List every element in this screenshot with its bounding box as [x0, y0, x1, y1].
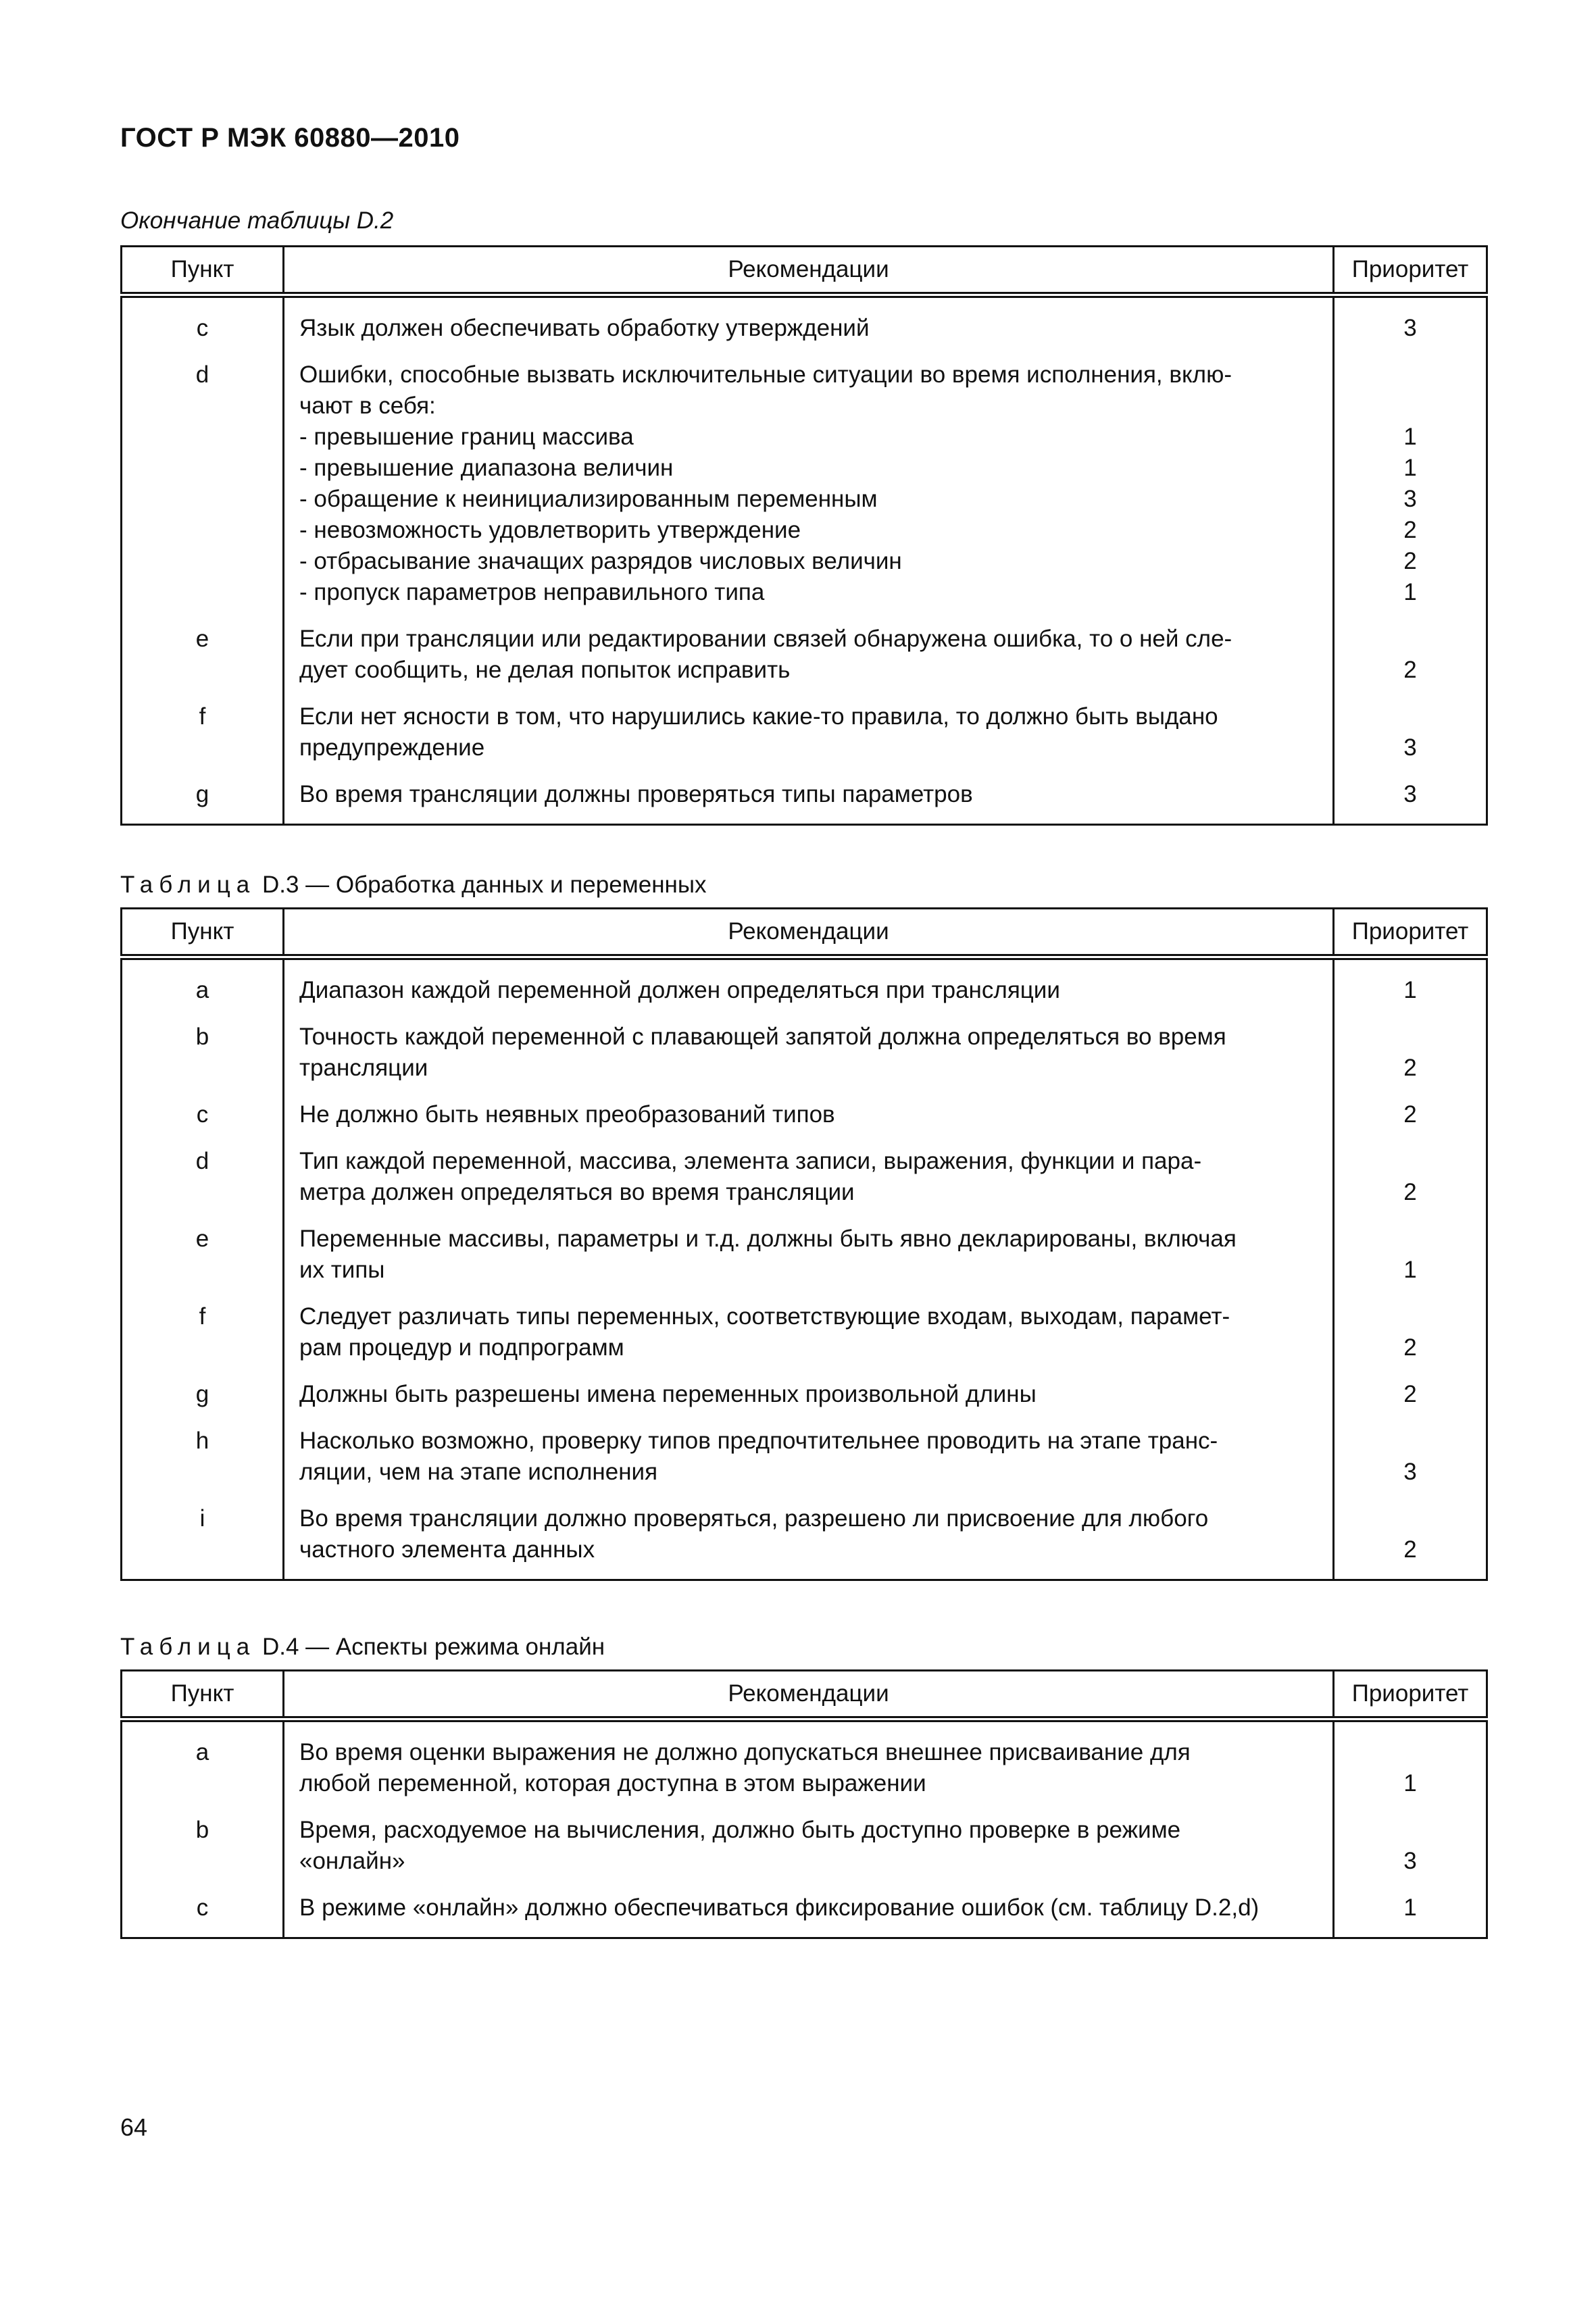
priority-value: 3 [1403, 1459, 1417, 1485]
recommendation-line: Время, расходуемое на вычисления, должно быть доступно проверке в режиме [299, 1817, 1181, 1843]
item-cell: i [122, 1503, 284, 1580]
recommendation-cell [284, 778, 1334, 825]
recommendation-line: рам процедур и подпрограмм [299, 1334, 624, 1361]
priority-value: 1 [1403, 1257, 1417, 1283]
recommendation-cell [284, 1099, 1334, 1145]
item-cell: f [122, 701, 284, 778]
table-row [122, 1378, 1487, 1425]
table-d4-caption-label: Таблица [120, 1634, 256, 1660]
priority-cell [1334, 1425, 1487, 1503]
table-d2-caption: Окончание таблицы D.2 [120, 207, 394, 234]
recommendation-cell [284, 1301, 1334, 1378]
item-cell: a [122, 1719, 284, 1815]
recommendation-line: Во время трансляции должно проверяться, разрешено ли присвоение для любого [299, 1505, 1209, 1532]
column-header-priority: Приоритет [1334, 247, 1487, 295]
priority-cell [1334, 701, 1487, 778]
recommendation-line: Точность каждой переменной с плавающей запятой должна определяться во время [299, 1024, 1226, 1050]
recommendation-line: Если нет ясности в том, что нарушились какие-то правила, то должно быть выдано [299, 703, 1218, 730]
priority-value: 1 [1403, 579, 1417, 605]
table-d4-caption-text: D.4 — Аспекты режима онлайн [261, 1634, 605, 1660]
priority-value: 3 [1403, 315, 1417, 341]
priority-value: 2 [1403, 657, 1417, 683]
table-row [122, 1145, 1487, 1223]
priority-cell [1334, 957, 1487, 1022]
recommendation-line: Язык должен обеспечивать обработку утверждений [299, 315, 870, 341]
item-cell: h [122, 1425, 284, 1503]
recommendation-line: - пропуск параметров неправильного типа [299, 579, 765, 605]
table-d2 [120, 245, 1488, 826]
priority-value: 1 [1403, 977, 1417, 1003]
recommendation-cell [284, 1145, 1334, 1223]
priority-value: 1 [1403, 1894, 1417, 1921]
recommendation-line: - отбрасывание значащих разрядов числовых величин [299, 548, 902, 574]
item-cell: a [122, 957, 284, 1022]
recommendation-line: Диапазон каждой переменной должен определяться при трансляции [299, 977, 1060, 1003]
recommendation-cell [284, 701, 1334, 778]
table-d3-caption-label: Таблица [120, 872, 256, 898]
item-cell: b [122, 1021, 284, 1099]
recommendation-line: частного элемента данных [299, 1536, 595, 1563]
priority-value: 3 [1403, 1848, 1417, 1874]
item-cell: c [122, 295, 284, 359]
priority-value: 1 [1403, 1770, 1417, 1796]
priority-value: 2 [1403, 517, 1417, 543]
recommendation-cell [284, 1223, 1334, 1301]
recommendation-line: Следует различать типы переменных, соответствующие входам, выходам, парамет- [299, 1303, 1230, 1330]
priority-cell [1334, 1223, 1487, 1301]
recommendation-cell [284, 1503, 1334, 1580]
page-number: 64 [120, 2113, 148, 2141]
priority-value: 3 [1403, 734, 1417, 761]
recommendation-cell [284, 1021, 1334, 1099]
recommendation-line: любой переменной, которая доступна в этом выражении [299, 1770, 926, 1796]
recommendation-cell [284, 1892, 1334, 1938]
priority-value: 2 [1403, 1179, 1417, 1205]
priority-value: 2 [1403, 1055, 1417, 1081]
table-d3-caption [120, 872, 707, 899]
priority-value: 2 [1403, 1536, 1417, 1563]
priority-cell [1334, 623, 1487, 701]
table-row [122, 1503, 1487, 1580]
priority-cell [1334, 1145, 1487, 1223]
priority-cell [1334, 1378, 1487, 1425]
recommendation-cell [284, 623, 1334, 701]
priority-value: 1 [1403, 424, 1417, 450]
priority-cell [1334, 1099, 1487, 1145]
table-row [122, 1425, 1487, 1503]
item-cell: g [122, 778, 284, 825]
priority-value [1335, 391, 1485, 422]
table-row [122, 1814, 1487, 1892]
recommendation-line: их типы [299, 1257, 385, 1283]
recommendation-line: Не должно быть неявных преобразований типов [299, 1101, 835, 1128]
recommendation-line: - превышение диапазона величин [299, 455, 674, 481]
table-row [122, 623, 1487, 701]
item-cell: g [122, 1378, 284, 1425]
recommendation-cell [284, 957, 1334, 1022]
table-row [122, 1301, 1487, 1378]
recommendation-line: дует сообщить, не делая попыток исправить [299, 657, 791, 683]
priority-value: 2 [1403, 1101, 1417, 1128]
table-d4-caption [120, 1634, 605, 1661]
recommendation-cell [284, 295, 1334, 359]
recommendation-cell [284, 359, 1334, 623]
priority-cell [1334, 1814, 1487, 1892]
item-cell: c [122, 1892, 284, 1938]
priority-cell [1334, 359, 1487, 623]
recommendation-cell [284, 1814, 1334, 1892]
recommendation-line: Тип каждой переменной, массива, элемента записи, выражения, функции и пара- [299, 1148, 1202, 1174]
recommendation-cell [284, 1425, 1334, 1503]
column-header-item: Пункт [122, 247, 284, 295]
recommendation-line: - обращение к неинициализированным переменным [299, 486, 878, 512]
priority-cell [1334, 1719, 1487, 1815]
priority-cell [1334, 778, 1487, 825]
recommendation-line: В режиме «онлайн» должно обеспечиваться фиксирование ошибок (см. таблицу D.2,d) [299, 1894, 1260, 1921]
recommendation-line: Насколько возможно, проверку типов предпочтительнее проводить на этапе транс- [299, 1428, 1218, 1454]
table-row [122, 1719, 1487, 1815]
item-cell: e [122, 623, 284, 701]
recommendation-line: - превышение границ массива [299, 424, 634, 450]
table-row [122, 1099, 1487, 1145]
table-row [122, 359, 1487, 623]
table-d3-caption-text: D.3 — Обработка данных и переменных [261, 872, 707, 898]
priority-cell [1334, 1301, 1487, 1378]
column-header-item: Пункт [122, 909, 284, 957]
recommendation-line: Если при трансляции или редактировании связей обнаружена ошибка, то о ней сле- [299, 626, 1232, 652]
table-d4 [120, 1669, 1488, 1939]
column-header-recommendations: Рекомендации [284, 909, 1334, 957]
recommendation-line: «онлайн» [299, 1848, 405, 1874]
table-row [122, 701, 1487, 778]
recommendation-cell [284, 1378, 1334, 1425]
recommendation-line: Должны быть разрешены имена переменных произвольной длины [299, 1381, 1037, 1407]
item-cell: b [122, 1814, 284, 1892]
column-header-item: Пункт [122, 1671, 284, 1719]
priority-value: 2 [1403, 548, 1417, 574]
document-title: ГОСТ Р МЭК 60880—2010 [120, 123, 460, 153]
column-header-recommendations: Рекомендации [284, 247, 1334, 295]
recommendation-line: ляции, чем на этапе исполнения [299, 1459, 658, 1485]
table-row [122, 295, 1487, 359]
item-cell: d [122, 359, 284, 623]
recommendation-cell [284, 1719, 1334, 1815]
table-d3 [120, 907, 1488, 1581]
recommendation-line: Ошибки, способные вызвать исключительные ситуации во время исполнения, вклю- [299, 361, 1232, 388]
priority-value [1335, 359, 1485, 391]
recommendation-line: - невозможность удовлетворить утверждение [299, 517, 801, 543]
recommendation-line: Переменные массивы, параметры и т.д. должны быть явно декларированы, включая [299, 1226, 1237, 1252]
priority-cell [1334, 1021, 1487, 1099]
column-header-priority: Приоритет [1334, 1671, 1487, 1719]
item-cell: e [122, 1223, 284, 1301]
item-cell: c [122, 1099, 284, 1145]
priority-value: 2 [1403, 1381, 1417, 1407]
priority-value: 1 [1403, 455, 1417, 481]
item-cell: d [122, 1145, 284, 1223]
priority-cell [1334, 1503, 1487, 1580]
recommendation-line: чают в себя: [299, 393, 436, 419]
table-row [122, 1021, 1487, 1099]
recommendation-line: предупреждение [299, 734, 485, 761]
recommendation-line: Во время оценки выражения не должно допускаться внешнее присваивание для [299, 1739, 1191, 1765]
recommendation-line: Во время трансляции должны проверяться типы параметров [299, 781, 973, 807]
item-cell: f [122, 1301, 284, 1378]
table-row [122, 957, 1487, 1022]
recommendation-line: метра должен определяться во время трансляции [299, 1179, 855, 1205]
priority-value: 2 [1403, 1334, 1417, 1361]
column-header-recommendations: Рекомендации [284, 1671, 1334, 1719]
column-header-priority: Приоритет [1334, 909, 1487, 957]
table-row [122, 1223, 1487, 1301]
table-row [122, 1892, 1487, 1938]
recommendation-line: трансляции [299, 1055, 428, 1081]
priority-cell [1334, 1892, 1487, 1938]
table-row [122, 778, 1487, 825]
priority-value: 3 [1403, 486, 1417, 512]
priority-cell [1334, 295, 1487, 359]
priority-value: 3 [1403, 781, 1417, 807]
